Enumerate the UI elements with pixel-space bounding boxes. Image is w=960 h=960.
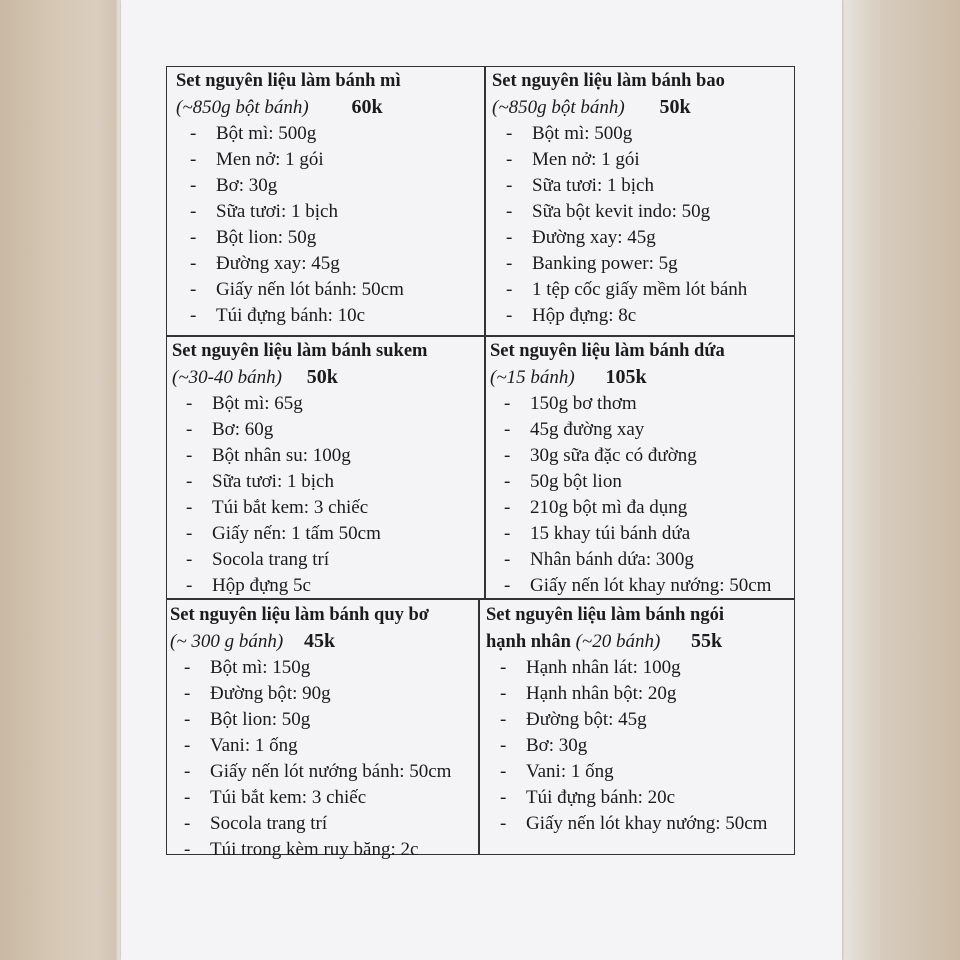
list-item: - Hạnh nhân bột: 20g bbox=[486, 681, 767, 707]
set-subtitle bbox=[486, 628, 767, 655]
list-item: - 45g đường xay bbox=[490, 417, 771, 443]
set-price: 60k bbox=[351, 96, 383, 118]
list-item: - Bột mì: 500g bbox=[176, 121, 404, 147]
set-card-banh-dua bbox=[490, 338, 771, 599]
list-item: - 15 khay túi bánh dứa bbox=[490, 521, 771, 547]
table-divider-vertical-1 bbox=[484, 66, 486, 336]
set-card-banh-ngoi-hanh-nhan bbox=[486, 602, 767, 837]
list-item: - Đường bột: 45g bbox=[486, 707, 767, 733]
list-item: - Banking power: 5g bbox=[492, 251, 747, 277]
table-divider-vertical-2 bbox=[484, 336, 486, 598]
list-item: - Đường xay: 45g bbox=[176, 251, 404, 277]
set-amount: (~20 bánh) bbox=[575, 631, 661, 652]
list-item: - Đường xay: 45g bbox=[492, 225, 747, 251]
set-card-banh-quy-bo bbox=[170, 602, 451, 863]
set-card-banh-bao bbox=[492, 68, 747, 329]
set-title: Set nguyên liệu làm bánh ngói bbox=[486, 605, 724, 625]
set-subtitle bbox=[492, 94, 747, 121]
set-subtitle bbox=[170, 628, 451, 655]
list-item: - Sữa tươi: 1 bịch bbox=[172, 469, 427, 495]
list-item: - Sữa tươi: 1 bịch bbox=[492, 173, 747, 199]
list-item: - 50g bột lion bbox=[490, 469, 771, 495]
list-item: - Hộp đựng: 8c bbox=[492, 303, 747, 329]
set-price: 55k bbox=[691, 630, 723, 652]
set-title: Set nguyên liệu làm bánh mì bbox=[176, 71, 401, 91]
list-item: - 1 tệp cốc giấy mềm lót bánh bbox=[492, 277, 747, 303]
set-price: 45k bbox=[303, 630, 336, 652]
set-amount: (~850g bột bánh) bbox=[176, 97, 309, 118]
list-item: - Giấy nến lót nướng bánh: 50cm bbox=[170, 759, 451, 785]
list-item: - Men nở: 1 gói bbox=[492, 147, 747, 173]
list-item: - Đường bột: 90g bbox=[170, 681, 451, 707]
list-item: - Túi đựng bánh: 10c bbox=[176, 303, 404, 329]
ingredient-list bbox=[492, 121, 747, 329]
set-title: Set nguyên liệu làm bánh sukem bbox=[172, 341, 428, 361]
set-amount: (~ 300 g bánh) bbox=[170, 631, 284, 652]
list-item: - Bơ: 30g bbox=[486, 733, 767, 759]
set-title: Set nguyên liệu làm bánh dứa bbox=[490, 341, 725, 361]
list-item: - Giấy nến lót khay nướng: 50cm bbox=[490, 573, 771, 599]
list-item: - 150g bơ thơm bbox=[490, 391, 771, 417]
set-card-banh-mi bbox=[176, 68, 404, 329]
list-item: - 210g bột mì đa dụng bbox=[490, 495, 771, 521]
set-title: Set nguyên liệu làm bánh quy bơ bbox=[170, 605, 430, 625]
list-item: - Socola trang trí bbox=[170, 811, 451, 837]
list-item: - Nhân bánh dứa: 300g bbox=[490, 547, 771, 573]
list-item: - Sữa tươi: 1 bịch bbox=[176, 199, 404, 225]
set-amount: (~850g bột bánh) bbox=[492, 97, 625, 118]
ingredient-list bbox=[172, 391, 427, 599]
set-subtitle bbox=[490, 364, 771, 391]
list-item: - Bột lion: 50g bbox=[170, 707, 451, 733]
list-item: - Bột mì: 65g bbox=[172, 391, 427, 417]
list-item: - Túi trong kèm ruy băng: 2c bbox=[170, 837, 451, 863]
list-item: - Socola trang trí bbox=[172, 547, 427, 573]
list-item: - Men nở: 1 gói bbox=[176, 147, 404, 173]
list-item: - Bơ: 30g bbox=[176, 173, 404, 199]
ingredient-list bbox=[490, 391, 771, 599]
list-item: - Sữa bột kevit indo: 50g bbox=[492, 199, 747, 225]
list-item: - Giấy nến: 1 tấm 50cm bbox=[172, 521, 427, 547]
set-card-banh-sukem bbox=[172, 338, 427, 599]
list-item: - Hạnh nhân lát: 100g bbox=[486, 655, 767, 681]
list-item: - Túi bắt kem: 3 chiếc bbox=[170, 785, 451, 811]
set-title-line2: hạnh nhân bbox=[486, 632, 571, 652]
set-amount: (~15 bánh) bbox=[490, 367, 575, 388]
ingredient-list bbox=[176, 121, 404, 329]
set-price: 50k bbox=[306, 366, 338, 388]
set-subtitle bbox=[172, 364, 427, 391]
list-item: - Vani: 1 ống bbox=[486, 759, 767, 785]
table-divider-horizontal-1 bbox=[166, 335, 795, 337]
set-subtitle bbox=[176, 94, 404, 121]
list-item: - Bột mì: 500g bbox=[492, 121, 747, 147]
list-item: - Bột nhân su: 100g bbox=[172, 443, 427, 469]
list-item: - Túi đựng bánh: 20c bbox=[486, 785, 767, 811]
set-amount: (~30-40 bánh) bbox=[172, 367, 283, 388]
set-price: 50k bbox=[659, 96, 691, 118]
table-divider-vertical-3 bbox=[478, 598, 480, 855]
ingredient-list bbox=[486, 655, 767, 837]
ingredient-list bbox=[170, 655, 451, 863]
list-item: - Giấy nến lót khay nướng: 50cm bbox=[486, 811, 767, 837]
list-item: - 30g sữa đặc có đường bbox=[490, 443, 771, 469]
list-item: - Bơ: 60g bbox=[172, 417, 427, 443]
list-item: - Bột lion: 50g bbox=[176, 225, 404, 251]
list-item: - Giấy nến lót bánh: 50cm bbox=[176, 277, 404, 303]
set-price: 105k bbox=[605, 366, 647, 388]
list-item: - Vani: 1 ống bbox=[170, 733, 451, 759]
list-item: - Túi bắt kem: 3 chiếc bbox=[172, 495, 427, 521]
list-item: - Bột mì: 150g bbox=[170, 655, 451, 681]
list-item: - Hộp đựng 5c bbox=[172, 573, 427, 599]
set-title: Set nguyên liệu làm bánh bao bbox=[492, 71, 725, 91]
